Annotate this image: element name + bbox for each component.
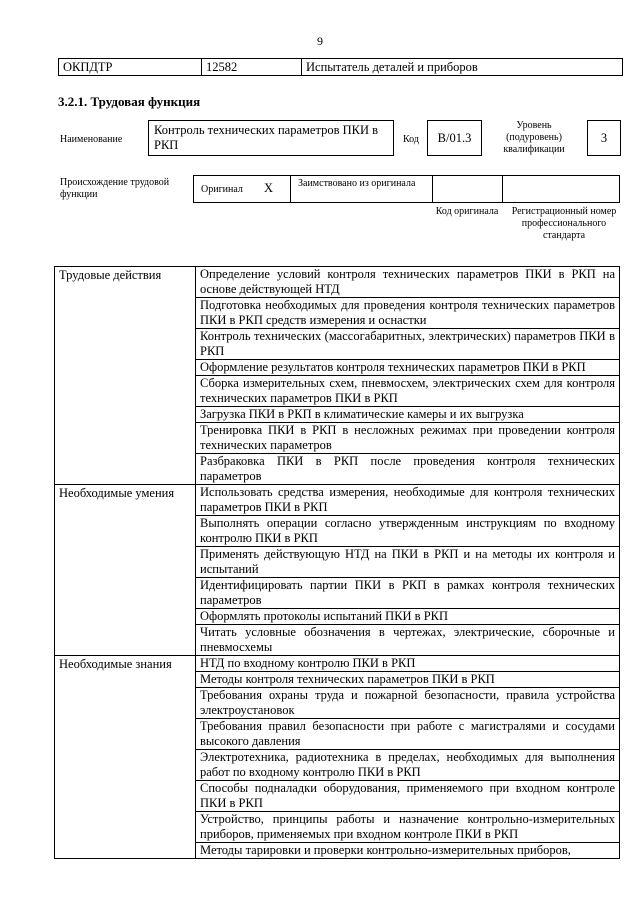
table-cell: Методы контроля технических параметров ПКИ в РКП <box>196 672 620 688</box>
origin-original-mark: X <box>264 181 274 195</box>
origin-divider <box>290 176 291 202</box>
okpd-code: 12582 <box>202 59 302 75</box>
table-cell: Способы подналадки оборудования, применяемого при входном контроле ПКИ в РКП <box>196 781 620 812</box>
table-cell: Оформление результатов контроля технических параметров ПКИ в РКП <box>196 360 620 376</box>
section-title: 3.2.1. Трудовая функция <box>58 94 201 109</box>
table-cell: Определение условий контроля технических параметров ПКИ в РКП на основе действующей НТД <box>196 267 620 298</box>
table-cell: Требования охраны труда и пожарной безопасности, правила устройства электроустановок <box>196 688 620 719</box>
table-cell: Оформлять протоколы испытаний ПКИ в РКП <box>196 609 620 625</box>
table-cell: Электротехника, радиотехника в пределах, необходимых для выполнения работ по входному контролю ПКИ в РКП <box>196 750 620 781</box>
table-cell: Разбраковка ПКИ в РКП после проведения контроля технических параметров <box>196 454 620 485</box>
table-cell: Сборка измерительных схем, пневмосхем, электрических схем для контроля технических параметров ПКИ в РКП <box>196 376 620 407</box>
section-title-actions: Трудовые действия <box>55 267 196 485</box>
table-cell: Идентифицировать партии ПКИ в РКП в рамках контроля технических параметров <box>196 578 620 609</box>
okpd-row <box>58 58 623 76</box>
table-cell: Подготовка необходимых для проведения контроля технических параметров ПКИ в РКП средств измерения и оснастки <box>196 298 620 329</box>
page-number: 9 <box>317 34 323 48</box>
table-row <box>55 485 620 516</box>
qualification-level: 3 <box>587 120 621 156</box>
section-title-skills: Необходимые умения <box>55 485 196 656</box>
origin-divider <box>432 176 433 202</box>
origin-box <box>193 175 620 203</box>
okpd-title: Испытатель деталей и приборов <box>306 60 478 74</box>
reg-number-label: Регистрационный номер профессионального стандарта <box>511 206 617 241</box>
table-cell: Применять действующую НТД на ПКИ в РКП и на методы их контроля и испытаний <box>196 547 620 578</box>
origin-label: Происхождение трудовой функции <box>60 177 170 200</box>
function-name: Контроль технических параметров ПКИ в РКП <box>148 120 394 156</box>
qualification-level-label: Уровень (подуровень) квалификации <box>503 120 565 155</box>
table-cell: Тренировка ПКИ в РКП в несложных режимах при проведении контроля технических параметров <box>196 423 620 454</box>
origin-borrowed-label: Заимствовано из оригинала <box>298 178 416 189</box>
table-row <box>55 656 620 672</box>
table-cell: Использовать средства измерения, необходимые для контроля технических параметров ПКИ в РКП <box>196 485 620 516</box>
okpd-code-label: ОКПДТР <box>59 59 202 75</box>
origin-divider <box>502 176 503 202</box>
table-row <box>55 267 620 298</box>
function-code: B/01.3 <box>427 120 482 156</box>
table-cell: Методы тарировки и проверки контрольно-измерительных приборов, <box>196 843 620 859</box>
table-cell: Контроль технических (массогабаритных, электрических) параметров ПКИ в РКП <box>196 329 620 360</box>
origin-original-label: Оригинал <box>201 184 243 195</box>
code-original-label: Код оригинала <box>435 206 499 217</box>
function-details-table <box>54 266 620 859</box>
section-title-knowledge: Необходимые знания <box>55 656 196 859</box>
table-cell: Загрузка ПКИ в РКП в климатические камеры и их выгрузка <box>196 407 620 423</box>
table-cell: Читать условные обозначения в чертежах, электрические, сборочные и пневмосхемы <box>196 625 620 656</box>
table-cell: НТД по входному контролю ПКИ в РКП <box>196 656 620 672</box>
function-name-label: Наименование <box>60 134 123 145</box>
table-cell: Требования правил безопасности при работе с магистралями и сосудами высокого давления <box>196 719 620 750</box>
function-code-label: Код <box>403 134 419 145</box>
table-cell: Устройство, принципы работы и назначение контрольно-измерительных приборов, применяемых при входном контроле ПКИ в РКП <box>196 812 620 843</box>
table-cell: Выполнять операции согласно утвержденным инструкциям по входному контролю ПКИ в РКП <box>196 516 620 547</box>
